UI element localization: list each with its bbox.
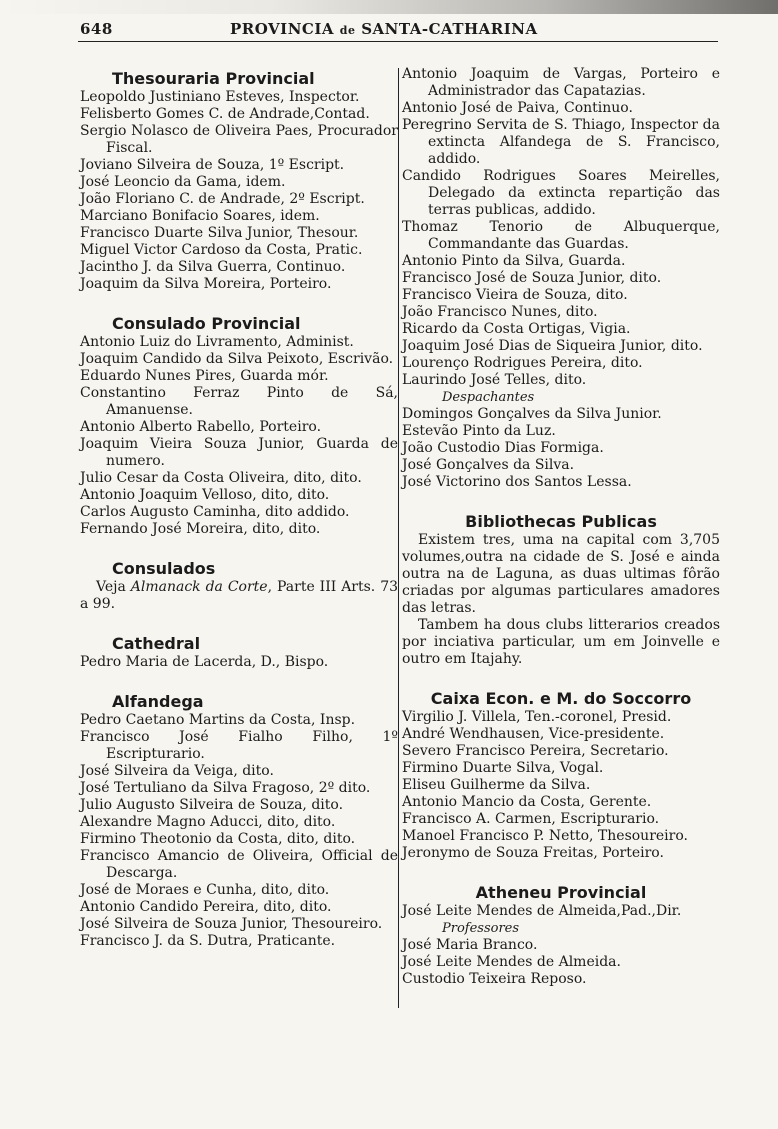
list-item: João Francisco Nunes, dito. xyxy=(402,304,598,320)
list-item: Joviano Silveira de Souza, 1º Escript. xyxy=(80,157,345,173)
list-item: Antonio Mancio da Costa, Gerente. xyxy=(402,794,652,810)
list-item: José Silveira de Souza Junior, Thesoureiro. xyxy=(80,916,383,932)
alfandega-list xyxy=(80,712,398,950)
list-item: Joaquim Candido da Silva Peixoto, Escrivão. xyxy=(80,351,394,367)
right-column xyxy=(402,66,720,988)
column-divider xyxy=(398,68,399,1008)
list-item: Jeronymo de Souza Freitas, Porteiro. xyxy=(402,845,664,861)
list-item: Francisco Duarte Silva Junior, Thesour. xyxy=(80,225,359,241)
list-item: Antonio Joaquim de Vargas, Porteiro e Administrador das Capatazias. xyxy=(402,66,720,99)
list-item: Thomaz Tenorio de Albuquerque, Commandante das Guardas. xyxy=(402,219,720,252)
tesouraria-list xyxy=(80,89,398,293)
section-heading-caixa: Caixa Econ. e M. do Soccorro xyxy=(430,689,692,708)
list-item: Julio Cesar da Costa Oliveira, dito, dito. xyxy=(80,470,362,486)
despachantes-list xyxy=(402,406,720,491)
list-item: Joaquim Vieira Souza Junior, Guarda de numero. xyxy=(80,436,398,469)
list-item: Francisco Amancio de Oliveira, Official de Descarga. xyxy=(80,848,398,881)
list-item: Antonio Pinto da Silva, Guarda. xyxy=(402,253,626,269)
caixa-list xyxy=(402,709,720,862)
section-heading-alfandega: Alfandega xyxy=(112,692,204,711)
list-item: Julio Augusto Silveira de Souza, dito. xyxy=(80,797,344,813)
page-title xyxy=(230,20,538,38)
list-item: Fernando José Moreira, dito, dito. xyxy=(80,521,321,537)
list-item: Alexandre Magno Aducci, dito, dito. xyxy=(80,814,336,830)
list-item: Leopoldo Justiniano Esteves, Inspector. xyxy=(80,89,360,105)
list-item: Constantino Ferraz Pinto de Sá, Amanuense. xyxy=(80,385,398,418)
title-part3: SANTA-CATHARINA xyxy=(361,20,538,38)
list-item: Manoel Francisco P. Netto, Thesoureiro. xyxy=(402,828,688,844)
list-item: José de Moraes e Cunha, dito, dito. xyxy=(80,882,330,898)
list-item: José Silveira da Veiga, dito. xyxy=(80,763,274,779)
list-item: João Custodio Dias Formiga. xyxy=(402,440,604,456)
list-item: Francisco A. Carmen, Escripturario. xyxy=(402,811,660,827)
header-rule xyxy=(78,41,718,42)
list-item: Eliseu Guilherme da Silva. xyxy=(402,777,591,793)
section-heading-cathedral: Cathedral xyxy=(112,634,201,653)
list-item: Lourenço Rodrigues Pereira, dito. xyxy=(402,355,643,371)
section-heading-atheneu: Atheneu Provincial xyxy=(475,883,647,902)
list-item: Marciano Bonifacio Soares, idem. xyxy=(80,208,320,224)
consulados-reference: Veja Almanack da Corte, Parte III Arts. 73 a 99. xyxy=(80,579,399,612)
list-item: Pedro Caetano Martins da Costa, Insp. xyxy=(80,712,356,728)
title-part1: PROVINCIA xyxy=(230,20,335,38)
section-heading-bibliothecas: Bibliothecas Publicas xyxy=(465,512,657,531)
list-item: Candido Rodrigues Soares Meirelles, Delegado da extincta repartição das terras publicas, addido. xyxy=(402,168,720,218)
list-item: Firmino Theotonio da Costa, dito, dito. xyxy=(80,831,356,847)
list-item: Eduardo Nunes Pires, Guarda mór. xyxy=(80,368,329,384)
list-item: Virgilio J. Villela, Ten.-coronel, Presid. xyxy=(402,709,672,725)
consulado-list xyxy=(80,334,398,538)
section-heading-consulados: Consulados xyxy=(112,559,216,578)
list-item: Antonio Joaquim Velloso, dito, dito. xyxy=(80,487,330,503)
list-item: André Wendhausen, Vice-presidente. xyxy=(402,726,665,742)
list-item: Joaquim da Silva Moreira, Porteiro. xyxy=(80,276,332,292)
title-part2: de xyxy=(339,24,356,37)
top-edge-noise xyxy=(0,0,778,14)
list-item: Carlos Augusto Caminha, dito addido. xyxy=(80,504,350,520)
cathedral-list xyxy=(80,654,398,671)
list-item: Antonio José de Paiva, Continuo. xyxy=(402,100,633,116)
list-item: Francisco José de Souza Junior, dito. xyxy=(402,270,662,286)
list-item: Laurindo José Telles, dito. xyxy=(402,372,587,388)
professores-list xyxy=(402,937,720,988)
list-item: José Maria Branco. xyxy=(402,937,538,953)
list-item: Felisberto Gomes C. de Andrade,Contad. xyxy=(80,106,370,122)
list-item: José Victorino dos Santos Lessa. xyxy=(402,474,632,490)
list-item: Joaquim José Dias de Siqueira Junior, dito. xyxy=(402,338,703,354)
list-item: Francisco Vieira de Souza, dito. xyxy=(402,287,628,303)
subheading-despachantes: Despachantes xyxy=(442,390,535,405)
list-item: Pedro Maria de Lacerda, D., Bispo. xyxy=(80,654,329,670)
atheneu-director: José Leite Mendes de Almeida,Pad.,Dir. xyxy=(402,903,682,919)
almanack-title: Almanack da Corte xyxy=(130,579,268,595)
list-item: Domingos Gonçalves da Silva Junior. xyxy=(402,406,662,422)
bibliothecas-paragraph-1: Existem tres, uma na capital com 3,705 volumes,outra na cidade de S. José e ainda outra na de Laguna, as duas ultimas fôrão criadas por algumas particulares amadores das letras. xyxy=(402,532,720,616)
page-number: 648 xyxy=(80,20,113,38)
list-item: Severo Francisco Pereira, Secretario. xyxy=(402,743,669,759)
list-item: Firmino Duarte Silva, Vogal. xyxy=(402,760,604,776)
list-item: José Gonçalves da Silva. xyxy=(402,457,575,473)
list-item: Antonio Luiz do Livramento, Administ. xyxy=(80,334,354,350)
list-item: José Tertuliano da Silva Fragoso, 2º dito. xyxy=(80,780,371,796)
list-item: Miguel Victor Cardoso da Costa, Pratic. xyxy=(80,242,363,258)
list-item: Francisco J. da S. Dutra, Praticante. xyxy=(80,933,336,949)
list-item: Francisco José Fialho Filho, 1º Escripturario. xyxy=(80,729,398,762)
section-heading-consulado: Consulado Provincial xyxy=(112,314,301,333)
list-item: José Leite Mendes de Almeida. xyxy=(402,954,621,970)
list-item: Antonio Alberto Rabello, Porteiro. xyxy=(80,419,322,435)
list-item: João Floriano C. de Andrade, 2º Escript. xyxy=(80,191,365,207)
bibliothecas-paragraph-2: Tambem ha dous clubs litterarios creados por inciativa particular, um em Joinvelle e outro em Itajahy. xyxy=(402,617,720,667)
list-item: Ricardo da Costa Ortigas, Vigia. xyxy=(402,321,631,337)
alfandega-continued-list xyxy=(402,66,720,389)
list-item: Custodio Teixeira Reposo. xyxy=(402,971,587,987)
subheading-professores: Professores xyxy=(442,921,520,936)
list-item: Sergio Nolasco de Oliveira Paes, Procurador Fiscal. xyxy=(80,123,398,156)
section-heading-tesouraria: Thesouraria Provincial xyxy=(112,69,315,88)
list-item: Peregrino Servita de S. Thiago, Inspector da extincta Alfandega de S. Francisco, addido. xyxy=(402,117,720,167)
left-column xyxy=(80,66,398,950)
list-item: Antonio Candido Pereira, dito, dito. xyxy=(80,899,332,915)
list-item: José Leoncio da Gama, idem. xyxy=(80,174,286,190)
list-item: Estevão Pinto da Luz. xyxy=(402,423,556,439)
list-item: Jacintho J. da Silva Guerra, Continuo. xyxy=(80,259,346,275)
